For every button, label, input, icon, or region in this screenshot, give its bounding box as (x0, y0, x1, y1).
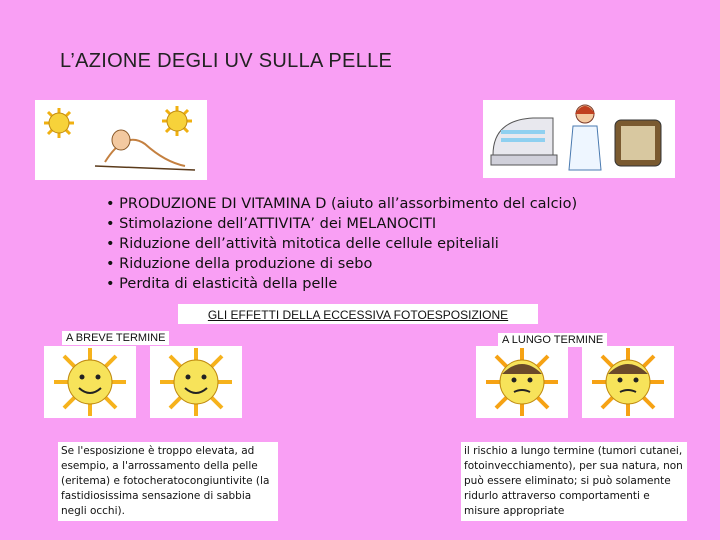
tanning-bed-image (483, 100, 675, 178)
happy-sun-icon (44, 346, 136, 418)
page-title: L’AZIONE DEGLI UV SULLA PELLE (60, 50, 393, 72)
effects-banner: GLI EFFETTI DELLA ECCESSIVA FOTOESPOSIZIONE (178, 304, 538, 324)
happy-sun-icon (150, 346, 242, 418)
aged-sun-icon (476, 346, 568, 418)
short-term-description: Se l'esposizione è troppo elevata, ad esempio, a l'arrossamento della pelle (eritema) e fotocheratocongiuntivite (la fastidiosissima sensazione di sabbia negli occhi). (58, 442, 278, 521)
long-term-description: il rischio a lungo termine (tumori cutanei, fotoinvecchiamento), per sua natura, non può essere eliminato; si può solamente ridurlo attraverso comportamenti e misure appropriate (461, 442, 687, 521)
aged-sun-icon (582, 346, 674, 418)
list-item: • Stimolazione dell’ATTIVITA’ dei MELANOCITI (106, 214, 577, 234)
short-term-suns (44, 346, 242, 418)
long-term-label: A LUNGO TERMINE (498, 333, 607, 347)
short-term-label: A BREVE TERMINE (62, 331, 169, 345)
sunbather-image (35, 100, 207, 180)
list-item: • Riduzione della produzione di sebo (106, 254, 577, 274)
long-term-suns (476, 346, 674, 418)
uv-effects-list (106, 194, 577, 294)
list-item: • Perdita di elasticità della pelle (106, 274, 577, 294)
list-item: • Riduzione dell’attività mitotica delle cellule epiteliali (106, 234, 577, 254)
list-item: • PRODUZIONE DI VITAMINA D (aiuto all’assorbimento del calcio) (106, 194, 577, 214)
